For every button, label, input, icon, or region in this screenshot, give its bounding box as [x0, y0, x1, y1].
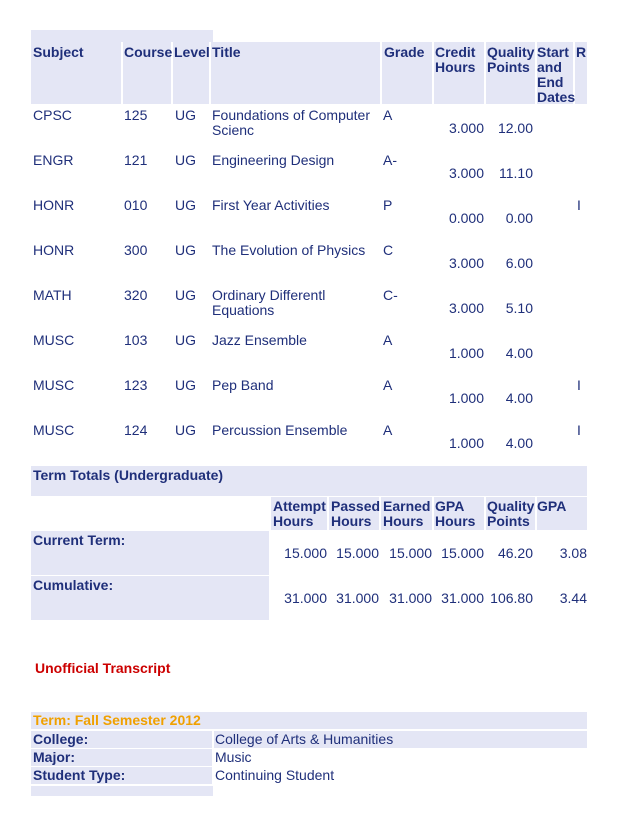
course-rows: [31, 107, 587, 467]
subject-cell: HONR: [33, 197, 75, 213]
title-cell: First Year Activities: [212, 197, 330, 213]
passed-hours-value: 31.000: [336, 590, 379, 606]
table-row: [31, 197, 587, 242]
r-cell: I: [577, 197, 581, 213]
subject-cell: ENGR: [33, 152, 74, 168]
bottom-bar: [31, 786, 213, 796]
col-passed-hours: Passed: [331, 498, 381, 514]
level-cell: UG: [175, 422, 196, 438]
credit-hours-cell: 3.000: [448, 300, 484, 316]
grade-cell: P: [383, 197, 393, 213]
attempt-hours-value: 31.000: [284, 590, 327, 606]
col-title: Title: [212, 44, 241, 60]
col-grade: Grade: [384, 44, 425, 60]
table-row: [31, 107, 587, 152]
level-cell: UG: [175, 107, 196, 123]
course-cell: 320: [124, 287, 148, 303]
col-quality-points: Points: [487, 513, 530, 529]
col-level: Level: [174, 44, 210, 60]
table-row: [31, 242, 587, 287]
credit-hours-cell: 0.000: [448, 210, 484, 226]
col-credit-hours: Credit: [435, 44, 476, 60]
col-attempt-hours: Hours: [273, 513, 314, 529]
field-value: Music: [215, 749, 252, 765]
credit-hours-cell: 1.000: [448, 435, 484, 451]
course-cell: 121: [124, 152, 148, 168]
gpa-hours-value: 31.000: [441, 590, 484, 606]
col-subject: Subject: [33, 44, 84, 60]
totals-row-cumulative: [31, 576, 587, 620]
col-attempt-hours: Attempt: [273, 498, 326, 514]
transcript-field-row: [31, 767, 587, 784]
quality-points-cell: 0.00: [505, 210, 533, 226]
grade-cell: C-: [383, 287, 398, 303]
table-row: [31, 287, 587, 332]
subject-cell: MATH: [33, 287, 72, 303]
course-cell: 300: [124, 242, 148, 258]
title-cell: The Evolution of Physics: [212, 242, 366, 258]
quality-points-cell: 6.00: [505, 255, 533, 271]
course-table-header: [31, 42, 587, 104]
r-cell: I: [577, 422, 581, 438]
course-cell: 103: [124, 332, 148, 348]
col-start-end-dates: Start: [537, 44, 569, 60]
col-gpa-hours: Hours: [435, 513, 476, 529]
title-cell: Foundations of Computer: [212, 107, 370, 123]
field-value: College of Arts & Humanities: [215, 731, 394, 747]
col-earned-hours: Hours: [383, 513, 424, 529]
credit-hours-cell: 3.000: [448, 120, 484, 136]
table-row: [31, 152, 587, 197]
unofficial-transcript-heading: Unofficial Transcript: [35, 660, 171, 676]
title-cell: Percussion Ensemble: [212, 422, 348, 438]
col-quality-points: Quality: [487, 44, 535, 60]
grade-cell: A-: [383, 152, 397, 168]
attempt-hours-value: 15.000: [284, 545, 327, 561]
field-value: Continuing Student: [215, 767, 335, 783]
transcript-field-row: [31, 731, 587, 748]
title-cell: Engineering Design: [212, 152, 335, 168]
passed-hours-value: 15.000: [336, 545, 379, 561]
field-label: College:: [33, 731, 89, 747]
transcript-field-row: [31, 749, 587, 766]
level-cell: UG: [175, 197, 196, 213]
totals-row-label: Cumulative:: [33, 577, 114, 593]
title-cell: Ordinary Differentl: [212, 287, 326, 303]
level-cell: UG: [175, 152, 196, 168]
term-totals-title: Term Totals (Undergraduate): [33, 467, 224, 483]
totals-table-header: [31, 497, 587, 530]
quality-points-cell: 5.10: [505, 300, 533, 316]
col-start-end-dates: Dates: [537, 89, 576, 105]
level-cell: UG: [175, 287, 196, 303]
totals-row-label: Current Term:: [33, 532, 126, 548]
grade-cell: A: [383, 107, 393, 123]
earned-hours-value: 15.000: [389, 545, 432, 561]
table-row: [31, 332, 587, 377]
subject-cell: CPSC: [33, 107, 72, 123]
title-cell: Pep Band: [212, 377, 274, 393]
field-label: Student Type:: [33, 767, 126, 783]
credit-hours-cell: 1.000: [448, 345, 484, 361]
title-cell: Equations: [212, 302, 275, 318]
top-header-bar: [31, 30, 213, 42]
table-row: [31, 377, 587, 422]
quality-points-value: 46.20: [497, 545, 533, 561]
level-cell: UG: [175, 377, 196, 393]
course-cell: 010: [124, 197, 148, 213]
credit-hours-cell: 1.000: [448, 390, 484, 406]
subject-cell: HONR: [33, 242, 75, 258]
credit-hours-cell: 3.000: [448, 165, 484, 181]
grade-cell: A: [383, 422, 393, 438]
level-cell: UG: [175, 332, 196, 348]
col-credit-hours: Hours: [435, 59, 476, 75]
col-gpa: GPA: [537, 498, 567, 514]
subject-cell: MUSC: [33, 422, 75, 438]
title-cell: Scienc: [212, 122, 255, 138]
term-label: Term: Fall Semester 2012: [33, 712, 201, 728]
quality-points-cell: 4.00: [505, 345, 533, 361]
grade-cell: A: [383, 377, 393, 393]
col-quality-points: Quality: [487, 498, 535, 514]
term-bar: [31, 712, 587, 729]
grade-cell: A: [383, 332, 393, 348]
col-earned-hours: Earned: [383, 498, 431, 514]
gpa-value: 3.44: [559, 590, 587, 606]
title-cell: Jazz Ensemble: [212, 332, 307, 348]
col-r: R: [576, 44, 587, 60]
field-label: Major:: [33, 749, 75, 765]
table-row: [31, 422, 587, 467]
term-totals-title-bar: [31, 466, 587, 496]
col-passed-hours: Hours: [331, 513, 372, 529]
gpa-value: 3.08: [559, 545, 587, 561]
col-start-end-dates: and: [537, 59, 562, 75]
gpa-hours-value: 15.000: [441, 545, 484, 561]
col-quality-points: Points: [487, 59, 530, 75]
col-course: Course: [124, 44, 173, 60]
quality-points-cell: 4.00: [505, 390, 533, 406]
course-cell: 125: [124, 107, 148, 123]
course-cell: 124: [124, 422, 148, 438]
grade-cell: C: [383, 242, 394, 258]
subject-cell: MUSC: [33, 377, 75, 393]
quality-points-cell: 4.00: [505, 435, 533, 451]
quality-points-cell: 11.10: [499, 165, 533, 181]
earned-hours-value: 31.000: [389, 590, 432, 606]
quality-points-value: 106.80: [490, 590, 533, 606]
course-cell: 123: [124, 377, 148, 393]
totals-row-current: [31, 531, 587, 575]
col-start-end-dates: End: [537, 74, 564, 90]
subject-cell: MUSC: [33, 332, 75, 348]
r-cell: I: [577, 377, 581, 393]
credit-hours-cell: 3.000: [448, 255, 484, 271]
quality-points-cell: 12.00: [497, 120, 533, 136]
level-cell: UG: [175, 242, 196, 258]
col-gpa-hours: GPA: [435, 498, 465, 514]
